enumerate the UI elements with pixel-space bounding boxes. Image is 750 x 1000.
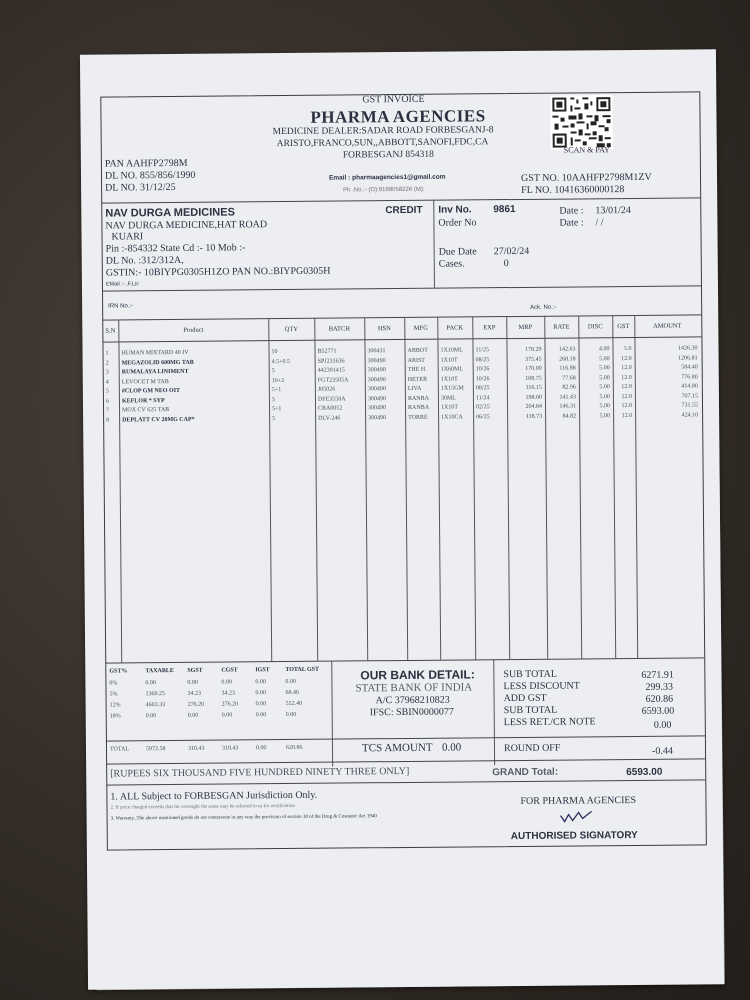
round-off-label: ROUND OFF — [503, 742, 561, 755]
table-cell-pack: 1X15GM — [440, 385, 464, 392]
gst-cell-gst-pct: 0% — [109, 680, 118, 687]
table-cell-gst: 12.0 — [621, 374, 632, 381]
table-cell-disc: 5.00 — [599, 365, 610, 372]
table-cell-gst: 12.0 — [621, 402, 633, 410]
gst-cell-sgst: 276.20 — [187, 701, 205, 708]
sub-total2-label: SUB TOTAL — [503, 704, 558, 717]
gst-header-total-gst: TOTAL GST — [285, 666, 319, 674]
table-header-exp: EXP — [483, 324, 496, 332]
table-cell-exp: 02/25 — [475, 404, 490, 411]
table-cell-batch: J05026 — [317, 386, 336, 393]
table-cell-rate: 141.43 — [559, 393, 576, 401]
table-cell-batch: SPJ231636 — [317, 357, 345, 365]
table-cell-hsn: 300490 — [367, 386, 386, 393]
table-header-disc: DISC — [587, 323, 603, 331]
table-cell-sn: 3 — [105, 369, 109, 376]
table-cell-exp: 11/25 — [475, 347, 490, 354]
table-cell-rate: 77.68 — [562, 374, 576, 382]
table-cell-pack: 1X10T — [440, 357, 458, 364]
bank-ifsc: IFSC: SBIN0000077 — [369, 706, 454, 719]
table-cell-amount: 776.80 — [681, 373, 698, 381]
table-cell-mfg: TORRE — [408, 414, 428, 421]
gst-cell-cgst: 276.20 — [221, 701, 239, 708]
table-cell-gst: 12.0 — [621, 393, 632, 400]
payment-qr-code — [550, 95, 612, 150]
buyer-address-line1: NAV DURGA MEDICINE,HAT ROAD — [105, 219, 268, 232]
table-cell-product: DEPLATT CV 20MG CAP* — [122, 416, 195, 423]
cases-value: 0 — [503, 258, 509, 270]
table-cell-exp: 10/26 — [475, 366, 490, 373]
add-gst-label: ADD GST — [503, 692, 547, 705]
gst-cell-igst: 0.00 — [255, 690, 267, 697]
table-cell-sn: 4 — [105, 379, 109, 386]
gst-cell-total-gst: 0.00 — [285, 711, 297, 719]
tcs-value: 0.00 — [441, 741, 462, 754]
table-cell-hsn: 300431 — [367, 348, 386, 355]
gst-header-gst-pct: GST% — [109, 668, 128, 675]
seller-dl2: DL NO. 31/12/25 — [105, 181, 176, 194]
company-line2: ARISTO,FRANCO,SUN,,ABBOTT,SANOFI,FDC,CA — [276, 137, 489, 150]
buyer-pin: Pin :-854332 State Cd :- 10 Mob :- — [105, 242, 246, 255]
table-cell-pack: 30ML — [440, 395, 456, 402]
table-cell-batch: 442301415 — [317, 367, 345, 374]
table-cell-sn: 5 — [105, 388, 109, 395]
less-ret-value: 0.00 — [653, 719, 672, 731]
table-cell-amount: 414.80 — [681, 383, 698, 390]
gst-cell-cgst: 0.00 — [221, 679, 232, 686]
seller-phone: Ph .No.:- (O):9199058226 (M): — [343, 186, 425, 194]
table-cell-qty: 5 — [272, 415, 276, 422]
company-line1: MEDICINE DEALER:SADAR ROAD FORBESGANJ-8 — [272, 125, 494, 138]
table-cell-disc: 4.00 — [598, 346, 610, 353]
table-cell-batch: B52771 — [317, 348, 337, 355]
table-header-gst: GST — [617, 323, 630, 331]
table-header-batch: BATCH — [328, 325, 351, 333]
gst-cell-igst: 0.00 — [255, 712, 267, 719]
table-cell-mrp: 116.15 — [525, 384, 542, 391]
invoice-no-label: Inv No. — [438, 204, 472, 216]
seller-pan: PAN AAHFP2798M — [104, 157, 188, 170]
table-cell-rate: 268.18 — [559, 355, 576, 363]
less-discount-value: 299.33 — [645, 681, 674, 693]
table-cell-mrp: 108.75 — [525, 375, 542, 382]
gst-cell-sgst: 0.00 — [187, 679, 198, 686]
table-cell-gst: 12.0 — [621, 364, 632, 372]
table-cell-amount: 731.55 — [681, 402, 699, 409]
table-cell-product: KEFLOR * SYP — [121, 397, 165, 404]
table-cell-mrp: 170.00 — [525, 365, 542, 372]
gst-cell-total-gst: 68.46 — [285, 689, 300, 697]
due-date: 27/02/24 — [493, 245, 530, 258]
gst-total-taxable: 5972.58 — [145, 746, 166, 753]
table-cell-batch: FGT23505A — [317, 376, 349, 384]
table-cell-mfg: THE H — [407, 366, 426, 373]
gst-total-gst-pct: TOTAL — [109, 746, 130, 753]
table-cell-exp: 10/26 — [475, 375, 490, 382]
gst-total-cgst: 310.43 — [221, 745, 239, 752]
table-cell-batch: DLV-246 — [318, 415, 341, 422]
sub-total-label: SUB TOTAL — [503, 668, 557, 681]
authorised-signatory: AUTHORISED SIGNATORY — [510, 829, 638, 843]
sub-total2-value: 6593.00 — [641, 705, 675, 717]
irn-label: IRN No.:- — [108, 303, 134, 310]
table-cell-hsn: 300490 — [368, 405, 387, 412]
buyer-address-line2: KUARI — [111, 231, 144, 243]
table-cell-qty: 5+1 — [272, 406, 282, 413]
seller-dl1: DL NO. 855/856/1990 — [104, 169, 196, 182]
grand-total-value: 6593.00 — [626, 766, 663, 779]
table-cell-amount: 424.10 — [681, 411, 699, 419]
gst-cell-igst: 0.00 — [255, 679, 266, 686]
gst-cell-taxable: 0.00 — [145, 680, 156, 687]
table-header-rate: RATE — [553, 323, 570, 331]
amount-in-words: [RUPEES SIX THOUSAND FIVE HUNDRED NINETY THREE ONLY] — [110, 765, 410, 780]
table-cell-qty: 10+2 — [271, 377, 285, 384]
table-cell-amount: 1426.30 — [677, 345, 698, 352]
gst-cell-cgst: 0.00 — [221, 712, 233, 719]
tcs-label: TCS AMOUNT — [361, 741, 433, 755]
table-cell-mfg: RANBA — [408, 404, 430, 411]
buyer-email: EMail :- ,F.Lic — [105, 281, 139, 288]
table-cell-amount: 584.40 — [681, 364, 698, 371]
table-header-qty: QTY — [284, 325, 299, 334]
table-cell-mrp: 198.00 — [525, 394, 542, 401]
table-cell-batch: DFE3558A — [317, 395, 346, 403]
table-cell-pack: 1X10T — [440, 404, 459, 411]
table-header-amount: AMOUNT — [653, 322, 682, 330]
table-cell-mfg: ABBOT — [407, 347, 428, 354]
gst-total-sgst: 310.43 — [187, 745, 205, 752]
buyer-name: NAV DURGA MEDICINES — [105, 206, 235, 220]
for-company-label: FOR PHARMA AGENCIES — [520, 794, 637, 807]
gst-cell-gst-pct: 5% — [109, 691, 118, 698]
table-header-pack: PACK — [446, 324, 464, 332]
table-cell-exp: 11/24 — [475, 394, 490, 401]
gst-total-total-gst: 620.86 — [285, 744, 303, 752]
table-cell-mrp: 375.45 — [525, 356, 542, 363]
table-header-product: Product — [183, 326, 204, 334]
table-cell-disc: 5.00 — [599, 384, 610, 391]
seller-fl-no: FL NO. 10416360000128 — [521, 184, 625, 196]
company-line3: FORBESGANJ 854318 — [342, 149, 434, 161]
gst-total-igst: 0.00 — [255, 745, 267, 752]
table-cell-mrp: 118.73 — [525, 413, 543, 420]
scan-pay-label: SCAN & PAY — [563, 145, 610, 155]
table-cell-hsn: 300490 — [367, 357, 386, 364]
gst-cell-sgst: 0.00 — [187, 712, 199, 719]
term-jurisdiction: 1. ALL Subject to FORBESGAN Jurisdiction Only. — [110, 789, 318, 803]
order-date-label: Date : — [559, 217, 584, 229]
table-header-sn: S.N — [105, 327, 116, 335]
bank-name: STATE BANK OF INDIA — [355, 681, 473, 695]
gst-header-taxable: TAXABLE — [145, 667, 174, 675]
credit-label: CREDIT — [385, 204, 423, 217]
table-cell-sn: 7 — [106, 407, 110, 414]
gst-cell-total-gst: 0.00 — [285, 678, 296, 686]
table-cell-product: HUMAN MIXTARD 40 IV — [121, 349, 189, 357]
invoice-paper — [80, 49, 724, 990]
table-cell-pack: 1X10CA — [441, 413, 463, 421]
buyer-gstin: GSTIN:- 10BIYPG0305H1ZO PAN NO.:BIYPG0305H — [105, 265, 331, 279]
table-cell-disc: 5.00 — [599, 374, 610, 381]
bank-title: OUR BANK DETAIL: — [360, 667, 475, 683]
table-cell-product: LEVOCET M TAB — [121, 378, 169, 385]
invoice-no: 9861 — [493, 203, 516, 216]
table-cell-mfg: RANBA — [407, 395, 429, 402]
table-cell-product: MOX CV 625 TAB — [122, 407, 170, 414]
signature-mark — [559, 809, 595, 825]
gst-cell-cgst: 34.23 — [221, 690, 236, 697]
gst-cell-sgst: 34.23 — [187, 690, 202, 697]
gst-cell-gst-pct: 18% — [109, 713, 121, 720]
cases-label: Cases. — [438, 258, 465, 270]
table-cell-product: MEGAZOLID 600MG TAB — [121, 359, 194, 366]
table-cell-sn: 1 — [105, 350, 109, 357]
due-date-label: Due Date — [438, 246, 477, 258]
term-warranty: 3. Warranty_The above mentioned goods do not contravene in any way the provision of section 18 of the Drug & Cosmetic Act 1940 — [110, 814, 377, 822]
gst-header-sgst: SGST — [187, 667, 203, 674]
table-cell-qty: 5 — [271, 368, 275, 375]
table-cell-qty: 5 — [271, 396, 275, 403]
table-cell-amount: 707.15 — [681, 392, 698, 400]
table-cell-qty: 5+1 — [271, 387, 282, 394]
table-cell-sn: 6 — [105, 398, 109, 405]
table-cell-rate: 84.82 — [562, 412, 577, 420]
table-cell-mrp: 204.84 — [525, 403, 543, 410]
add-gst-value: 620.86 — [645, 693, 674, 705]
bank-account: A/C 37968210823 — [375, 694, 450, 707]
table-cell-pack: 1X10T — [440, 376, 458, 383]
table-cell-hsn: 300490 — [367, 395, 386, 402]
table-cell-mfg: LIVA — [407, 385, 422, 392]
table-header-hsn: HSN — [377, 325, 391, 333]
gst-cell-taxable: 0.00 — [145, 713, 157, 720]
table-cell-hsn: 300490 — [367, 367, 386, 374]
table-cell-pack: 1X60ML — [440, 366, 464, 373]
table-header-mfg: MFG — [413, 324, 428, 332]
table-cell-exp: 08/25 — [475, 385, 490, 392]
invoice-date: 13/01/24 — [595, 204, 631, 217]
table-cell-mrp: 178.29 — [524, 346, 542, 353]
table-cell-rate: 116.88 — [559, 365, 576, 372]
seller-gst-no: GST NO. 10AAHFP2798M1ZV — [520, 171, 652, 184]
company-name: PHARMA AGENCIES — [310, 106, 486, 127]
table-cell-gst: 12.0 — [621, 355, 632, 362]
table-cell-rate: 82.96 — [562, 384, 576, 391]
buyer-dl: DL No. :312/312A, — [105, 254, 184, 267]
gst-header-igst: IGST — [255, 667, 270, 674]
table-cell-amount: 1206.81 — [678, 354, 698, 362]
gst-cell-taxable: 1369.25 — [145, 691, 166, 698]
table-cell-sn: 2 — [105, 360, 109, 367]
table-cell-gst: 5.0 — [623, 345, 632, 353]
table-header-mrp: MRP — [518, 323, 533, 331]
table-cell-disc: 5.00 — [599, 403, 611, 410]
grand-total-label: GRAND Total: — [492, 766, 559, 779]
table-cell-qty: 10 — [271, 349, 278, 356]
table-cell-rate: 142.63 — [558, 346, 576, 353]
ack-label: Ack. No.:- — [530, 304, 557, 311]
less-discount-label: LESS DISCOUNT — [503, 680, 580, 693]
table-cell-product: #CLOP GM NEO OIT — [121, 387, 181, 395]
table-cell-qty: 4.5+0.5 — [271, 358, 291, 365]
table-cell-pack: 1X10ML — [440, 347, 463, 354]
sub-total-value: 6271.91 — [641, 669, 674, 681]
table-cell-sn: 8 — [106, 417, 110, 424]
less-ret-label: LESS RET./CR NOTE — [503, 716, 596, 729]
table-cell-product: RUMALAYA LINIMENT — [121, 368, 189, 376]
table-cell-disc: 5.00 — [599, 355, 610, 362]
gst-cell-gst-pct: 12% — [109, 702, 121, 709]
round-off-value: -0.44 — [651, 745, 673, 757]
table-cell-gst: 12.0 — [621, 383, 632, 391]
table-cell-rate: 146.31 — [559, 403, 577, 410]
gst-cell-total-gst: 552.40 — [285, 700, 303, 708]
table-cell-exp: 06/25 — [476, 413, 490, 420]
gst-cell-taxable: 4603.33 — [145, 702, 166, 709]
invoice-date-label: Date : — [559, 205, 584, 217]
gst-header-cgst: CGST — [221, 667, 238, 674]
table-cell-hsn: 300490 — [368, 414, 387, 421]
table-cell-hsn: 300490 — [367, 376, 386, 383]
gst-cell-igst: 0.00 — [255, 701, 267, 708]
seller-email: Email : pharmaagencies1@gmail.com — [328, 173, 446, 182]
doc-type: GST INVOICE — [362, 93, 425, 106]
order-no-label: Order No — [438, 217, 477, 229]
table-cell-exp: 08/25 — [475, 356, 490, 363]
term-price: 2. If price charged exceeds that for oversight the same may be referred to us for rectification — [110, 803, 295, 811]
order-date: / / — [595, 217, 604, 229]
table-cell-disc: 5.00 — [599, 412, 611, 419]
table-cell-disc: 5.00 — [599, 393, 610, 400]
table-cell-mfg: ARIST — [407, 357, 425, 364]
table-cell-gst: 12.0 — [621, 412, 633, 419]
table-cell-batch: CRA0052 — [318, 405, 343, 412]
table-cell-mfg: HETER — [407, 376, 428, 383]
